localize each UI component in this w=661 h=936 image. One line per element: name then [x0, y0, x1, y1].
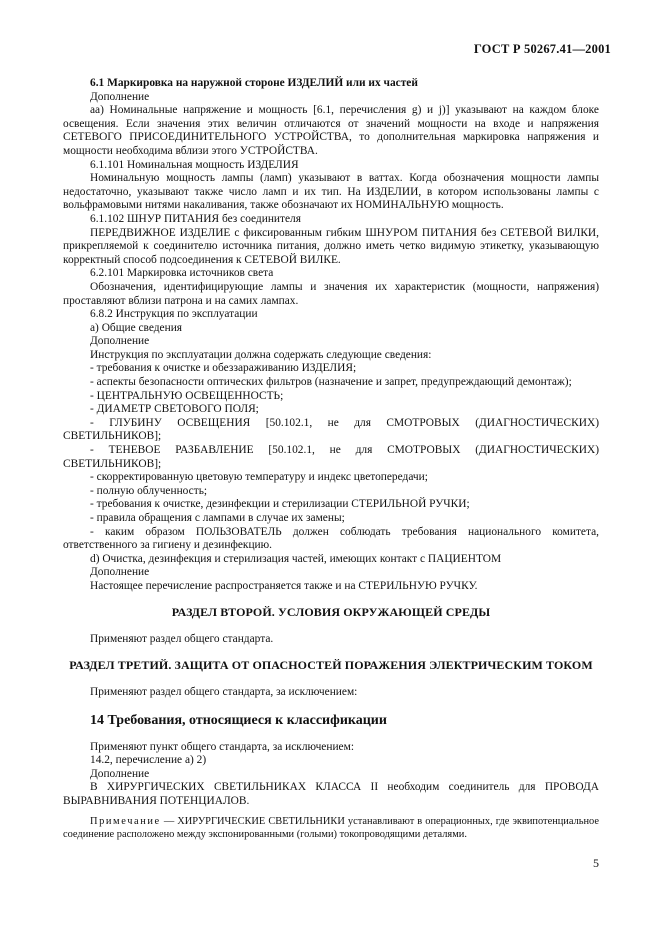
section-3-title: РАЗДЕЛ ТРЕТИЙ. ЗАЩИТА ОТ ОПАСНОСТЕЙ ПОРАЖЕНИЯ ЭЛЕКТРИЧЕСКИМ ТОКОМ	[69, 657, 593, 672]
note	[63, 815, 599, 841]
item-d-text: Настоящее перечисление распространяется также и на СТЕРИЛЬНУЮ РУЧКУ.	[90, 579, 478, 592]
addition-label: Дополнение	[90, 90, 150, 103]
list-item: - правила обращения с лампами в случае их замены;	[90, 512, 345, 524]
item-a-general: а) Общие сведения	[90, 321, 183, 334]
note-text: — ХИРУРГИЧЕСКИЕ СВЕТИЛЬНИКИ устанавливают в операционных, где эквипотенциальное соединение расположено между экспонированными (голыми) токопроводящими деталями.	[63, 815, 599, 840]
clause-14-title: 14 Требования, относящиеся к классификации	[90, 712, 387, 728]
list-item: - требования к очистке и обеззараживанию ИЗДЕЛИЯ;	[90, 362, 357, 375]
addition-label-2: Дополнение	[90, 335, 150, 348]
document-header: ГОСТ Р 50267.41—2001	[473, 42, 611, 56]
list-item: - ЦЕНТРАЛЬНУЮ ОСВЕЩЕННОСТЬ;	[90, 389, 284, 402]
clause-6-1-102-title: 6.1.102 ШНУР ПИТАНИЯ без соединителя	[90, 212, 301, 225]
clause-6-8-2-title: 6.8.2 Инструкция по эксплуатации	[90, 308, 258, 321]
clause-14-text: Применяют пункт общего стандарта, за исключением:	[90, 740, 354, 753]
list-item: - ТЕНЕВОЕ РАЗБАВЛЕНИЕ [50.102.1, не для СМОТРОВЫХ (ДИАГНОСТИЧЕСКИХ) СВЕТИЛЬНИКОВ];	[63, 444, 599, 470]
paragraph-6-1-101: Номинальную мощность лампы (ламп) указывают в ваттах. Когда обозначения мощности лампы недостаточно, указывают также число ламп и их тип. На ИЗДЕЛИИ, в котором использованы лампы с вольфрамовыми нитями накаливания, также обозначают их НОМИНАЛЬНУЮ мощность.	[63, 172, 599, 212]
list-item: - каким образом ПОЛЬЗОВАТЕЛЬ должен соблюдать требования национального комитета, ответственного за гигиену и дезинфекцию.	[63, 525, 599, 552]
list-item: - требования к очистке, дезинфекции и стерилизации СТЕРИЛЬНОЙ РУЧКИ;	[90, 498, 470, 511]
note-label: Примечание	[90, 815, 161, 827]
addition-label-4: Дополнение	[90, 767, 150, 780]
instructions-intro: Инструкция по эксплуатации должна содержать следующие сведения:	[90, 348, 432, 361]
section-2-text: Применяют раздел общего стандарта.	[90, 633, 274, 646]
clause-6-2-101-title: 6.2.101 Маркировка источников света	[90, 267, 274, 280]
list-item: - скорректированную цветовую температуру и индекс цветопередачи;	[90, 471, 428, 484]
clause-14-2-ref: 14.2, перечисление а) 2)	[90, 754, 207, 767]
addition-label-3: Дополнение	[90, 566, 150, 579]
item-d: d) Очистка, дезинфекция и стерилизация частей, имеющих контакт с ПАЦИЕНТОМ	[90, 552, 502, 565]
list-item: - ДИАМЕТР СВЕТОВОГО ПОЛЯ;	[90, 403, 259, 416]
section-2-title: РАЗДЕЛ ВТОРОЙ. УСЛОВИЯ ОКРУЖАЮЩЕЙ СРЕДЫ	[171, 604, 491, 619]
paragraph-6-2-101: Обозначения, идентифицирующие лампы и значения их характеристик (мощности, напряжения) проставляют вблизи патрона и на самих лампах.	[63, 280, 599, 307]
paragraph-6-1-102: ПЕРЕДВИЖНОЕ ИЗДЕЛИЕ с фиксированным гибким ШНУРОМ ПИТАНИЯ без СЕТЕВОЙ ВИЛКИ, прикрепляемой к соединителю источника питания, должно иметь четко видимую этикетку, указывающую корректный способ подсоединения к СЕТЕВОЙ ВИЛКЕ.	[63, 226, 599, 266]
list-item: - ГЛУБИНУ ОСВЕЩЕНИЯ [50.102.1, не для СМОТРОВЫХ (ДИАГНОСТИЧЕСКИХ) СВЕТИЛЬНИКОВ];	[63, 416, 599, 443]
section-3-text: Применяют раздел общего стандарта, за исключением:	[90, 686, 358, 699]
list-item: - полную облученность;	[90, 484, 208, 497]
paragraph-aa: аа) Номинальные напряжение и мощность [6.1, перечисления g) и j)] указывают на каждом блоке освещения. Если значения этих величин отличаются от значений мощности на входе и напряжения СЕТЕВОГО ПРИСОЕДИНИТЕЛЬНОГО УСТРОЙСТВА, то дополнительная маркировка напряжения и мощности необходима вблизи этого УСТРОЙСТВА.	[63, 104, 599, 157]
clause-6-1-title: 6.1 Маркировка на наружной стороне ИЗДЕЛИЙ или их частей	[90, 77, 418, 89]
clause-14-paragraph: В ХИРУРГИЧЕСКИХ СВЕТИЛЬНИКАХ КЛАССА II необходим соединитель для ПРОВОДА ВЫРАВНИВАНИЯ ПОТЕНЦИАЛОВ.	[63, 781, 599, 807]
document-body	[63, 77, 599, 841]
clause-6-1-101-title: 6.1.101 Номинальная мощность ИЗДЕЛИЯ	[90, 158, 299, 171]
list-item: - аспекты безопасности оптических фильтров (назначение и запрет, предупреждающий демонтаж);	[90, 376, 572, 389]
page-number: 5	[593, 856, 599, 870]
